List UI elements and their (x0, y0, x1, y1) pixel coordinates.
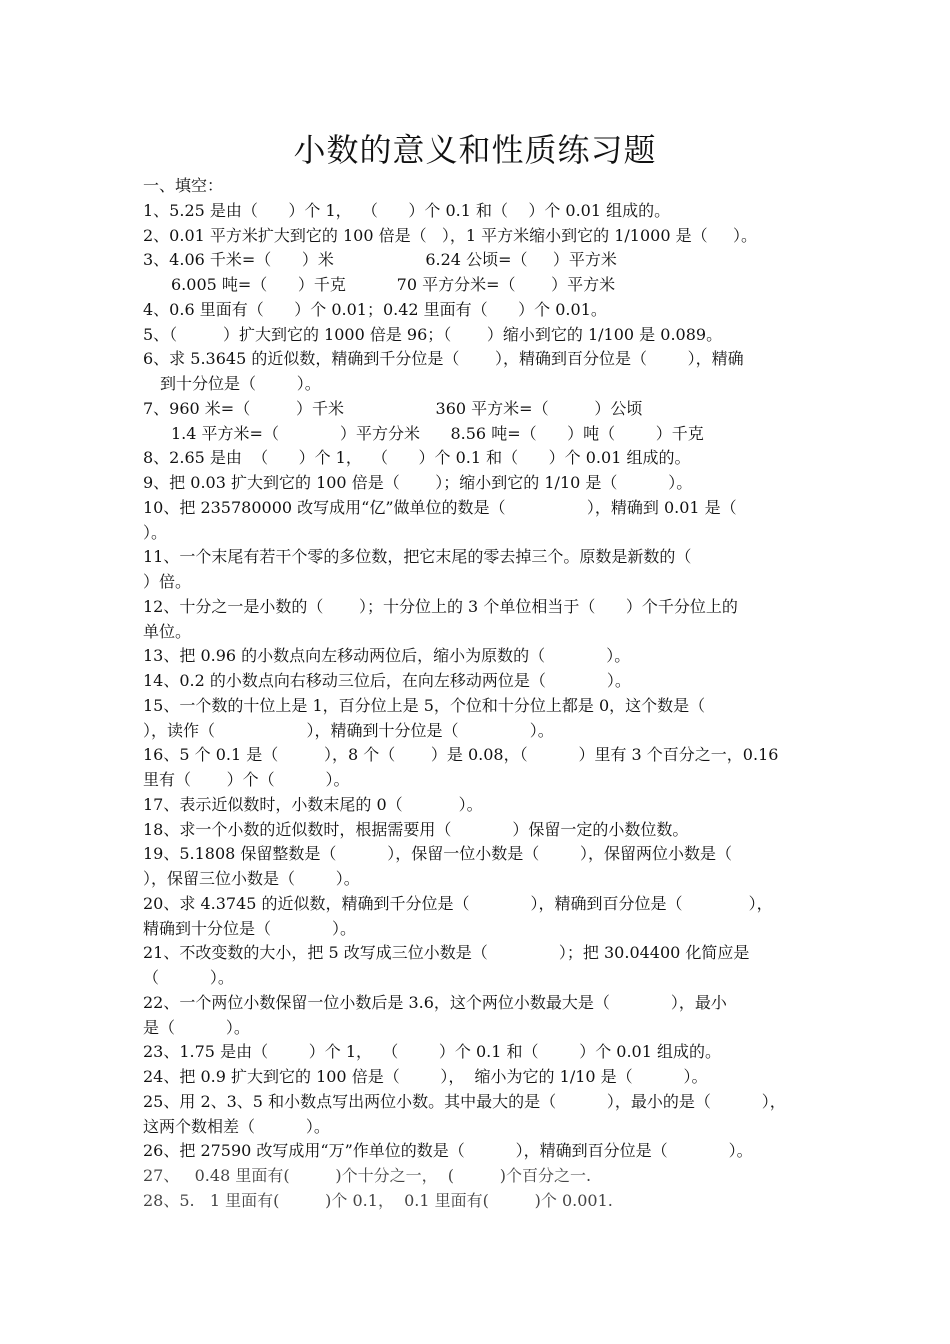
exercise-line: 18、求一个小数的近似数时，根据需要用（ ）保留一定的小数位数。 (143, 819, 689, 839)
exercise-line: 4、0.6 里面有（ ）个 0.01；0.42 里面有（ ）个 0.01。 (143, 299, 607, 319)
exercise-line: ），读作（ ），精确到十分位是（ ）。 (143, 720, 554, 740)
exercise-line: 7、960 米=（ ）千米 360 平方米=（ ）公顷 (143, 398, 643, 418)
exercise-line: 17、表示近似数时，小数末尾的 0（ ）。 (143, 794, 483, 814)
exercise-line: 11、一个末尾有若干个零的多位数，把它末尾的零去掉三个。原数是新数的（ (143, 547, 692, 567)
exercise-line: 3、4.06 千米=（ ）米 6.24 公顷=（ ）平方米 (143, 250, 617, 270)
exercise-line: 20、求 4.3745 的近似数，精确到千分位是（ ），精确到百分位是（ ）， (143, 893, 773, 913)
exercise-line: 1.4 平方米=（ ）平方分米 8.56 吨=（ ）吨（ ）千克 (171, 423, 704, 443)
exercise-line: 9、把 0.03 扩大到它的 100 倍是（ ）；缩小到它的 1/10 是（ ）。 (143, 473, 693, 492)
page-title: 小数的意义和性质练习题 (293, 131, 657, 169)
exercise-line: 16、5 个 0.1 是（ ），8 个（ ）是 0.08，（ ）里有 3 个百分之一，0.16 (143, 745, 779, 765)
exercise-line: 5、（ ）扩大到它的 1000 倍是 96；（ ）缩小到它的 1/100 是 0.089。 (143, 324, 723, 344)
exercise-line: 12、十分之一是小数的（ ）；十分位上的 3 个单位相当于（ ）个千分位上的 (143, 596, 738, 616)
section-heading: 一、填空： (143, 176, 224, 195)
exercise-line: 13、把 0.96 的小数点向左移动两位后，缩小为原数的（ ）。 (143, 646, 631, 666)
exercise-line: 10、把 235780000 改写成用“亿”做单位的数是（ ），精确到 0.01 是（ (143, 497, 737, 517)
exercise-line: 21、不改变数的大小，把 5 改写成三位小数是（ ）；把 30.04400 化简应是 (143, 943, 750, 963)
exercise-line: 2、0.01 平方米扩大到它的 100 倍是（ ），1 平方米缩小到它的 1/1000 是（ ）。 (143, 225, 758, 245)
exercise-line: 6.005 吨=（ ）千克 70 平方分米=（ ）平方米 (171, 275, 616, 294)
exercise-line: 8、2.65 是由 （ ）个 1， （ ）个 0.1 和（ ）个 0.01 组成的。 (143, 448, 691, 468)
exercise-line: （ ）。 (143, 968, 234, 987)
exercise-line: 是（ ）。 (143, 1017, 250, 1037)
exercise-line: 24、把 0.9 扩大到它的 100 倍是（ ）， 缩小为它的 1/10 是（ ）。 (143, 1067, 708, 1086)
exercise-line: 里有（ ）个（ ）。 (143, 770, 350, 789)
exercise-line: ），保留三位小数是（ ）。 (143, 869, 360, 888)
exercise-line: 精确到十分位是（ ）。 (143, 918, 357, 938)
exercise-line: 6、求 5.3645 的近似数，精确到千分位是（ ），精确到百分位是（ ），精确 (143, 349, 744, 369)
exercise-line: 27、 0.48 里面有( )个十分之一， ( )个百分之一. (143, 1166, 592, 1185)
exercise-line: 到十分位是（ ）。 (160, 374, 321, 393)
exercise-line: 19、5.1808 保留整数是（ ），保留一位小数是（ ），保留两位小数是（ (143, 844, 732, 864)
exercise-line: 25、用 2、3、5 和小数点写出两位小数。其中最大的是（ ），最小的是（ ）， (143, 1091, 786, 1111)
exercise-line: 1、5.25 是由（ ）个 1， （ ）个 0.1 和（ ）个 0.01 组成的。 (143, 200, 671, 220)
exercise-line: 这两个数相差（ ）。 (143, 1116, 330, 1136)
exercise-line: 15、一个数的十位上是 1，百分位上是 5，个位和十分位上都是 0，这个数是（ (143, 695, 706, 715)
exercise-line: 14、0.2 的小数点向右移动三位后，在向左移动两位是（ ）。 (143, 671, 631, 690)
exercise-line: ）。 (143, 522, 168, 542)
exercise-line: 28、5. 1 里面有( )个 0.1， 0.1 里面有( )个 0.001. (143, 1190, 613, 1210)
exercise-line: 22、一个两位小数保留一位小数后是 3.6，这个两位小数最大是（ ），最小 (143, 992, 727, 1012)
exercise-line: 23、1.75 是由（ ）个 1， （ ）个 0.1 和（ ）个 0.01 组成的。 (143, 1042, 721, 1062)
exercise-line: 26、把 27590 改写成用“万”作单位的数是（ ），精确到百分位是（ ）。 (143, 1141, 753, 1161)
exercise-line: 单位。 (143, 621, 192, 641)
exercise-list (143, 174, 818, 1214)
exercise-line: ）倍。 (143, 572, 192, 591)
